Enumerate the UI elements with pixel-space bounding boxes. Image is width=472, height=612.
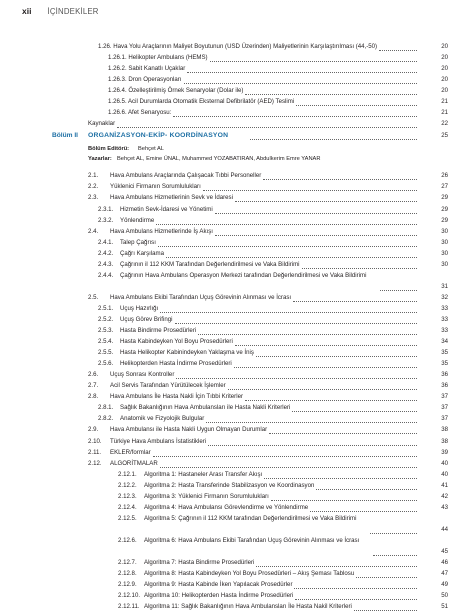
dot-leader bbox=[210, 60, 417, 62]
toc-entry-number: 2.10. bbox=[88, 437, 102, 445]
toc-entry-page: 30 bbox=[441, 249, 448, 257]
toc-entry bbox=[0, 74, 472, 85]
toc-entry bbox=[0, 358, 472, 369]
dot-leader bbox=[379, 49, 417, 51]
toc-entry-number: 2.12.5. bbox=[118, 514, 137, 522]
toc-entry bbox=[0, 85, 472, 96]
toc-entry bbox=[0, 270, 472, 292]
dot-leader bbox=[198, 333, 417, 335]
dot-leader bbox=[294, 587, 417, 589]
toc-entry bbox=[0, 292, 472, 303]
toc-entry bbox=[0, 107, 472, 118]
toc-entry-title: Algoritma 2: Hasta Transferinde Stabilizasyon ve Koordinasyon bbox=[144, 481, 315, 489]
section-page: 25 bbox=[441, 132, 448, 140]
toc-entry-number: 2.12. bbox=[88, 459, 102, 467]
toc-entry-page: 33 bbox=[441, 315, 448, 323]
toc-entry-page: 45 bbox=[441, 547, 448, 555]
dot-leader bbox=[160, 466, 417, 468]
toc-entry-number: 2.1. bbox=[88, 172, 99, 180]
toc-entry-number: 2.4.2. bbox=[98, 249, 114, 257]
toc-entry-title: Hizmetin Sevk-İdaresi ve Yönetimi bbox=[120, 205, 213, 213]
dot-leader bbox=[158, 245, 417, 247]
dot-leader bbox=[370, 532, 417, 534]
toc-entry-page: 20 bbox=[441, 54, 448, 62]
toc-entry-number: 2.4.3. bbox=[98, 260, 114, 268]
toc-entry-page: 42 bbox=[441, 492, 448, 500]
toc-entry-number: 2.4. bbox=[88, 227, 99, 235]
toc-entry-page: 36 bbox=[441, 371, 448, 379]
toc-entry bbox=[0, 314, 472, 325]
toc-entry-page: 38 bbox=[441, 426, 448, 434]
toc-entry bbox=[0, 325, 472, 336]
toc-entry-page: 38 bbox=[441, 437, 448, 445]
toc-entry-title: Talep Çağrısı bbox=[120, 238, 156, 246]
toc-entry-title: Çağrı Karşılama bbox=[120, 249, 165, 257]
section-title: ORGANİZASYON-EKİP- KOORDİNASYON bbox=[88, 132, 229, 140]
toc-entry bbox=[0, 259, 472, 270]
toc-entry-title: 1.26.3. Dron Operasyonları bbox=[108, 76, 182, 84]
toc-entry-number: 2.8.1. bbox=[98, 404, 114, 412]
toc-entry-title: Yüklenici Firmanın Sorumlulukları bbox=[110, 183, 201, 191]
toc-entry-page: 44 bbox=[441, 525, 448, 533]
toc-previous-section bbox=[0, 41, 472, 129]
editor-name: Behçet AL bbox=[138, 146, 164, 153]
toc-entry bbox=[0, 601, 472, 612]
toc-entry bbox=[0, 491, 472, 502]
toc-entry-title: Algoritma 11: Sağlık Bakanlığının Hava Ambulansları İle Hasta Nakil Kriterleri bbox=[144, 603, 352, 611]
toc-entry-title: Hava Ambulans Araçlarında Çalışacak Tıbbi Personeller bbox=[110, 172, 262, 180]
dot-leader bbox=[173, 115, 417, 117]
toc-entry bbox=[0, 402, 472, 413]
dot-leader bbox=[206, 421, 417, 423]
dot-leader bbox=[156, 223, 417, 225]
toc-entry-page: 41 bbox=[441, 481, 448, 489]
toc-entry-number: 2.3.2. bbox=[98, 216, 114, 224]
toc-entry-title: Türkiye Hava Ambulans İstatistikleri bbox=[110, 437, 207, 445]
toc-entry-page: 51 bbox=[441, 603, 448, 611]
toc-entry-title: Uçuş Hazırlığı bbox=[120, 304, 159, 312]
toc-entry-page: 33 bbox=[441, 327, 448, 335]
dot-leader bbox=[263, 178, 417, 180]
toc-entry-number: 2.5. bbox=[88, 293, 99, 301]
toc-entry-number: 2.5.2. bbox=[98, 315, 114, 323]
dot-leader bbox=[228, 388, 417, 390]
toc-entry-number: 2.4.4. bbox=[98, 271, 114, 279]
toc-entry-number: 2.12.1. bbox=[118, 470, 137, 478]
toc-entry-title: Çağrının il 112 KKM Tarafından Değerlendirilmesi ve Vaka Bildirimi bbox=[120, 260, 300, 268]
toc-entry-number: 2.12.7. bbox=[118, 559, 137, 567]
toc-entry-title: Anatomik ve Fizyolojik Bulgular bbox=[120, 415, 205, 423]
toc-entry-page: 30 bbox=[441, 260, 448, 268]
toc-entry-page: 26 bbox=[441, 172, 448, 180]
toc-section-entries bbox=[0, 170, 472, 612]
authors-label: Yazarlar: bbox=[88, 156, 112, 163]
dot-leader bbox=[256, 355, 417, 357]
toc-entry-number: 2.12.4. bbox=[118, 503, 137, 511]
toc-entry-title: Uçuş Sonrası Kontroller bbox=[110, 371, 175, 379]
toc-entry-page: 36 bbox=[441, 382, 448, 390]
toc-entry bbox=[0, 480, 472, 491]
toc-entry-title: Hava Ambulansı ile Hasta Nakli Uygun Olmayan Durumlar bbox=[110, 426, 268, 434]
toc-entry-page: 22 bbox=[441, 120, 448, 128]
section-heading bbox=[0, 130, 472, 144]
toc-entry-title: Algoritma 7: Hasta Bindirme Prosedürleri bbox=[144, 559, 255, 567]
dot-leader bbox=[296, 104, 417, 106]
toc-entry-page: 29 bbox=[441, 194, 448, 202]
toc-entry bbox=[0, 380, 472, 391]
toc-entry-title: Hasta Kabindeyken Yol Boyu Prosedürleri bbox=[120, 338, 233, 346]
dot-leader bbox=[175, 322, 417, 324]
toc-entry-title: Hava Ambulans Ekibi Tarafından Uçuş Görevinin Alınması ve İcrası bbox=[110, 293, 292, 301]
authors-names: Behçet AL, Emine ÜNAL, Muhammed YOZABATIRAN, Abdulkerim Emre YANAR bbox=[117, 156, 321, 163]
toc-entry bbox=[0, 369, 472, 380]
dot-leader bbox=[271, 499, 417, 501]
dot-leader bbox=[269, 432, 417, 434]
toc-entry-title: ALGORİTMALAR bbox=[110, 459, 158, 467]
toc-entry bbox=[0, 181, 472, 192]
toc-entry-number: 2.6. bbox=[88, 371, 99, 379]
dot-leader bbox=[208, 444, 417, 446]
toc-entry bbox=[0, 413, 472, 424]
dot-leader bbox=[187, 71, 417, 73]
toc-entry-title: 1.26.5. Acil Durumlarda Otomatik Eksternal Defibrilatör (AED) Teslimi bbox=[108, 98, 295, 106]
dot-leader bbox=[256, 565, 417, 567]
toc-entry-title: Sağlık Bakanlığının Hava Ambulansları ile Hasta Nakli Kriterleri bbox=[120, 404, 291, 412]
dot-leader bbox=[184, 82, 417, 84]
toc-entry-title: Hasta Helikopter Kabinindeyken Yaklaşma ve İniş bbox=[120, 349, 254, 357]
toc-entry bbox=[0, 424, 472, 435]
toc-entry-number: 2.12.2. bbox=[118, 481, 137, 489]
toc-entry-number: 2.5.3. bbox=[98, 327, 114, 335]
toc-entry-page: 30 bbox=[441, 227, 448, 235]
toc-entry-title: Hava Ambulans Hizmetlerinde İş Akışı bbox=[110, 227, 213, 235]
toc-entry-title: Hava Ambulans Hizmetlerinin Sevk ve İdaresi bbox=[110, 194, 233, 202]
toc-entry-title: Algoritma 4: Hava Ambulansı Görevlendirme ve Yönlendirme bbox=[144, 503, 309, 511]
page-header bbox=[22, 6, 99, 22]
toc-entry bbox=[0, 204, 472, 215]
dot-leader bbox=[245, 399, 417, 401]
toc-entry bbox=[0, 52, 472, 63]
dot-leader bbox=[356, 576, 417, 578]
toc-entry bbox=[0, 226, 472, 237]
toc-entry-page: 37 bbox=[441, 393, 448, 401]
toc-entry-title: Algoritma 1: Hastaneler Arası Transfer Akışı bbox=[144, 470, 263, 478]
toc-entry-number: 2.5.6. bbox=[98, 360, 114, 368]
toc-entry-page: 35 bbox=[441, 349, 448, 357]
toc-entry-page: 40 bbox=[441, 459, 448, 467]
page-number: xii bbox=[22, 6, 32, 16]
toc-entry-title: Kaynaklar bbox=[88, 120, 116, 128]
dot-leader bbox=[176, 377, 417, 379]
editor-label: Bölüm Editörü: bbox=[88, 146, 130, 153]
toc-entry-title: Çağrının Hava Ambulans Operasyon Merkezi tarafından Değerlendirilmesi ve Vaka Bildirimi bbox=[120, 271, 367, 279]
toc-entry-page: 20 bbox=[441, 43, 448, 50]
toc-entry-number: 2.12.9. bbox=[118, 581, 137, 589]
toc-entry-title: Yönlendirme bbox=[120, 216, 155, 224]
toc-entry bbox=[0, 170, 472, 181]
toc-entry-page: 29 bbox=[441, 205, 448, 213]
toc-entry-page: 37 bbox=[441, 404, 448, 412]
toc-entry bbox=[0, 303, 472, 314]
toc-entry bbox=[0, 436, 472, 447]
toc-entry-number: 2.8.2. bbox=[98, 415, 114, 423]
toc-entry-page: 20 bbox=[441, 76, 448, 84]
toc-entry-title: 1.26.6. Afet Senaryosu: bbox=[108, 109, 172, 117]
dot-leader bbox=[250, 139, 417, 140]
dot-leader bbox=[245, 93, 417, 95]
dot-leader bbox=[235, 344, 417, 346]
toc-entry-title: Helikopterden Hasta İndirme Prosedürleri bbox=[120, 360, 232, 368]
toc-entry-title: Acil Servis Tarafından Yürütülecek İşlemler bbox=[110, 382, 226, 390]
dot-leader bbox=[264, 477, 417, 479]
toc-entry bbox=[0, 336, 472, 347]
toc-entry-page: 35 bbox=[441, 360, 448, 368]
dot-leader bbox=[316, 488, 417, 490]
dot-leader bbox=[215, 234, 417, 236]
toc-entry bbox=[0, 63, 472, 74]
toc-entry bbox=[0, 579, 472, 590]
toc-entry bbox=[0, 469, 472, 480]
toc-entry-title: 1.26.1. Helikopter Ambulans (HEMS) bbox=[108, 54, 208, 62]
toc-entry-page: 29 bbox=[441, 216, 448, 224]
toc-entry-page: 21 bbox=[441, 98, 448, 106]
dot-leader bbox=[203, 189, 417, 191]
dot-leader bbox=[293, 300, 417, 302]
toc-entry-number: 2.2. bbox=[88, 183, 99, 191]
toc-entry-title: Hasta Bindirme Prosedürleri bbox=[120, 327, 197, 335]
toc-entry-number: 2.12.3. bbox=[118, 492, 137, 500]
toc-entry-number: 2.12.6. bbox=[118, 536, 137, 544]
toc-entry-page: 47 bbox=[441, 570, 448, 578]
toc-entry-title: Algoritma 8: Hasta Kabindeyken Yol Boyu Prosedürleri – Akış Şeması Tablosu bbox=[144, 570, 355, 578]
toc-entry-number: 2.12.11. bbox=[118, 603, 140, 611]
toc-entry-page: 21 bbox=[441, 109, 448, 117]
dot-leader bbox=[160, 311, 417, 313]
toc-entry-number: 2.5.4. bbox=[98, 338, 114, 346]
toc-entry-title: EKLER/formlar bbox=[110, 448, 151, 456]
toc-entry bbox=[0, 118, 472, 129]
toc-entry-page: 20 bbox=[441, 65, 448, 73]
toc-entry-page: 46 bbox=[441, 559, 448, 567]
toc-entry bbox=[0, 458, 472, 469]
toc-entry bbox=[0, 237, 472, 248]
toc-entry-title: Algoritma 10: Helikopterden Hasta İndirme Prosedürleri bbox=[144, 592, 294, 600]
dot-leader bbox=[354, 609, 417, 611]
toc-entry-page: 33 bbox=[441, 304, 448, 312]
toc-entry-page: 49 bbox=[441, 581, 448, 589]
running-title: İÇİNDEKİLER bbox=[47, 7, 99, 16]
toc-entry-title: Algoritma 9: Hasta Kabinde İken Yapılacak Prosedürler bbox=[144, 581, 293, 589]
dot-leader bbox=[215, 212, 417, 214]
toc-entry-number: 2.7. bbox=[88, 382, 99, 390]
toc-entry bbox=[0, 96, 472, 107]
toc-entry bbox=[0, 248, 472, 259]
toc-entry-page: 37 bbox=[441, 415, 448, 423]
toc-entry-number: 2.12.10. bbox=[118, 592, 141, 600]
toc-entry-page: 30 bbox=[441, 238, 448, 246]
toc-entry-number: 2.9. bbox=[88, 426, 99, 434]
toc-entry-number: 2.12.8. bbox=[118, 570, 137, 578]
toc-entry-title: 1.26.2. Sabit Kanatlı Uçaklar bbox=[108, 65, 186, 73]
dot-leader bbox=[310, 510, 417, 512]
dot-leader bbox=[153, 455, 417, 457]
toc-entry-title: Algoritma 3: Yüklenici Firmanın Sorumlulukları bbox=[144, 492, 269, 500]
toc-entry-title: 1.26. Hava Yolu Araçlarının Maliyet Boyutunun (USD Üzerinden) Maliyetlerinin Karşılaştırılması (44,-50) bbox=[98, 43, 378, 50]
dot-leader bbox=[117, 126, 417, 128]
toc-entry-page: 40 bbox=[441, 470, 448, 478]
toc-entry-page: 39 bbox=[441, 448, 448, 456]
dot-leader bbox=[373, 554, 417, 556]
toc-entry bbox=[0, 215, 472, 226]
section-label: Bölüm II bbox=[52, 132, 79, 140]
dot-leader bbox=[166, 256, 417, 258]
toc-entry-number: 2.3.1. bbox=[98, 205, 114, 213]
toc-entry-page: 20 bbox=[441, 87, 448, 95]
toc-entry-number: 2.11. bbox=[88, 448, 102, 456]
table-of-contents bbox=[0, 41, 472, 612]
dot-leader bbox=[380, 289, 417, 291]
toc-entry-title: Algoritma 5: Çağrının il 112 KKM tarafından Değerlendirilmesi ve Vaka Bildirimi bbox=[144, 514, 357, 522]
toc-entry-page: 27 bbox=[441, 183, 448, 191]
toc-entry bbox=[0, 192, 472, 203]
dot-leader bbox=[292, 410, 417, 412]
dot-leader bbox=[235, 200, 417, 202]
toc-entry-number: 2.5.5. bbox=[98, 349, 114, 357]
dot-leader bbox=[302, 267, 417, 269]
toc-entry-number: 2.8. bbox=[88, 393, 99, 401]
toc-entry bbox=[0, 347, 472, 358]
dot-leader bbox=[234, 366, 417, 368]
toc-entry-number: 2.4.1. bbox=[98, 238, 114, 246]
toc-entry-page: 31 bbox=[441, 282, 448, 290]
toc-entry-page: 32 bbox=[441, 293, 448, 301]
section-authors bbox=[0, 154, 472, 164]
toc-entry bbox=[0, 513, 472, 535]
toc-entry bbox=[0, 502, 472, 513]
toc-entry-number: 2.5.1. bbox=[98, 304, 114, 312]
toc-entry-title: 1.26.4. Özelleştirilmiş Örnek Senaryolar (Dolar ile) bbox=[108, 87, 244, 95]
toc-entry bbox=[0, 557, 472, 568]
toc-entry bbox=[0, 568, 472, 579]
toc-entry bbox=[0, 41, 472, 52]
toc-entry bbox=[0, 447, 472, 458]
toc-entry-title: Hava Ambulans İle Hasta Nakli İçin Tıbbi Kriterler bbox=[110, 393, 243, 401]
toc-entry-title: Uçuş Görev Brifingi bbox=[120, 315, 173, 323]
toc-entry bbox=[0, 391, 472, 402]
section-editor bbox=[0, 144, 472, 154]
toc-entry-page: 50 bbox=[441, 592, 448, 600]
toc-entry bbox=[0, 535, 472, 557]
toc-entry-number: 2.3. bbox=[88, 194, 99, 202]
toc-entry-page: 43 bbox=[441, 503, 448, 511]
toc-entry-page: 34 bbox=[441, 338, 448, 346]
toc-entry-title: Algoritma 6: Hava Ambulans Ekibi Tarafından Uçuş Görevinin Alınması ve İcrası bbox=[144, 536, 360, 544]
